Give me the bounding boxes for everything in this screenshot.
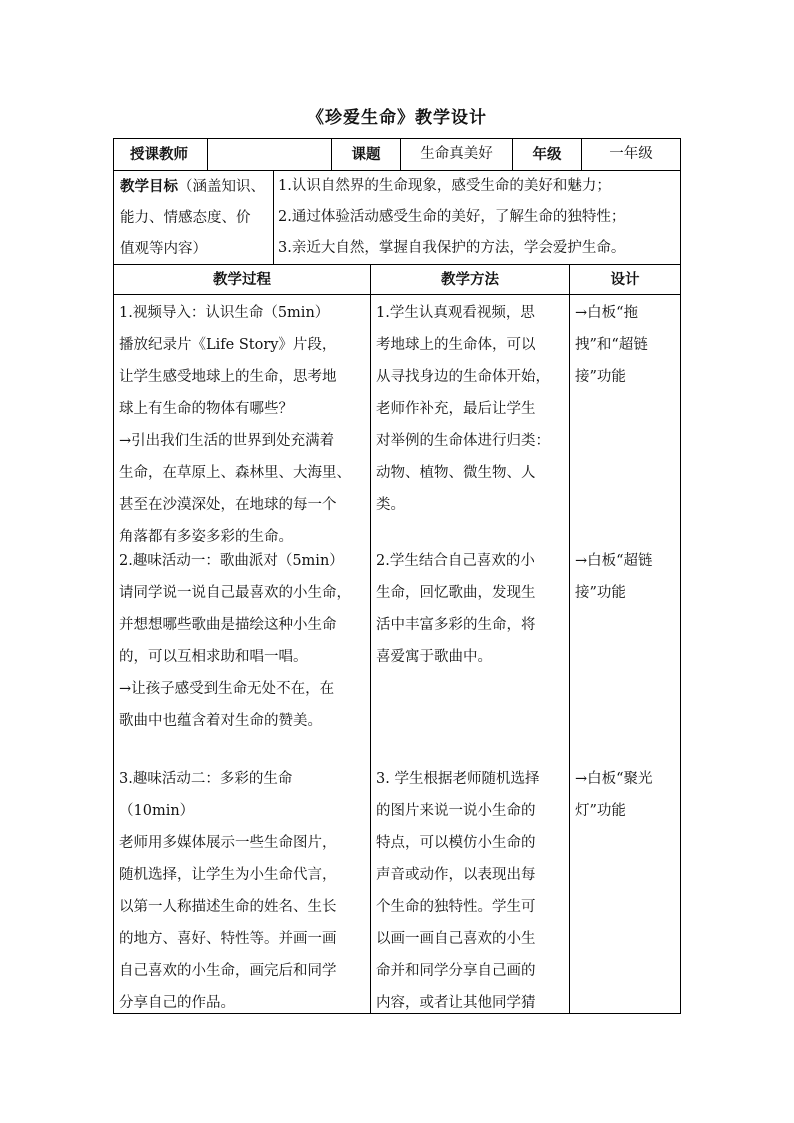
text-line: 1.视频导入：认识生命（5min） — [119, 305, 330, 321]
text-line: 从寻找身边的生命体开始， — [376, 369, 550, 385]
method-step — [376, 545, 568, 673]
objectives-list — [278, 171, 678, 264]
topic-value: 生命真美好 — [420, 146, 493, 162]
text-line: 类。 — [376, 497, 405, 513]
text-line: 分享自己的作品。 — [119, 995, 235, 1011]
text-line: 接”功能 — [575, 585, 626, 601]
text-line: 让学生感受地球上的生命，思考地 — [119, 369, 337, 385]
text-line: 声音或动作，以表现出每 — [376, 867, 536, 883]
text-line: 以第一人称描述生命的姓名、生长 — [119, 899, 337, 915]
objectives-label — [120, 171, 272, 265]
text-line: 播放纪录片《Life Story》片段， — [119, 337, 337, 353]
text-line: 自己喜欢的小生命，画完后和同学 — [119, 963, 337, 979]
objectives-label-bold: 教学目标 — [120, 178, 178, 195]
process-step — [119, 763, 369, 1019]
design-note — [575, 545, 679, 609]
text-line: 1.学生认真观看视频，思 — [376, 305, 535, 321]
process-step — [119, 297, 369, 553]
text-line: →白板“聚光 — [575, 771, 653, 787]
text-line: （10min） — [119, 803, 195, 819]
grade-value: 一年级 — [609, 146, 653, 162]
text-line: 随机选择，让学生为小生命代言， — [119, 867, 337, 883]
text-line: 活中丰富多彩的生命，将 — [376, 617, 536, 633]
grade-label: 年级 — [532, 146, 562, 163]
row-divider — [114, 294, 680, 295]
text-line: →白板“拖 — [575, 305, 639, 321]
col-divider — [273, 170, 274, 264]
text-line: 个生命的独特性。学生可 — [376, 899, 536, 915]
text-line: 请同学说一说自己最喜欢的小生命， — [119, 585, 351, 601]
text-line: 3.趣味活动二：多彩的生命 — [119, 771, 293, 787]
design-note — [575, 297, 679, 393]
topic-label: 课题 — [351, 146, 381, 163]
text-line: 甚至在沙漠深处，在地球的每一个 — [119, 497, 337, 513]
design-note — [575, 763, 679, 827]
objective-item: 3.亲近大自然，掌握自我保护的方法，学会爱护生命。 — [278, 240, 626, 256]
text-line: 接”功能 — [575, 369, 626, 385]
text-line: 的地方、喜好、特性等。并画一画 — [119, 931, 337, 947]
text-line: 3. 学生根据老师随机选择 — [376, 771, 540, 787]
column-header-method: 教学方法 — [441, 271, 499, 288]
text-line: 考地球上的生命体，可以 — [376, 337, 536, 353]
text-line: 动物、植物、微生物、人 — [376, 465, 536, 481]
text-line: 特点，可以模仿小生命的 — [376, 835, 536, 851]
text-line: 喜爱寓于歌曲中。 — [376, 649, 492, 665]
objectives-label-note: （涵盖知识、 — [178, 179, 265, 195]
text-line: 老师作补充，最后让学生 — [376, 401, 536, 417]
text-line: 老师用多媒体展示一些生命图片， — [119, 835, 337, 851]
text-line: →引出我们生活的世界到处充满着 — [119, 433, 335, 449]
text-line: 2.趣味活动一：歌曲派对（5min） — [119, 553, 344, 569]
text-line: 2.学生结合自己喜欢的小 — [376, 553, 535, 569]
lesson-plan-table — [113, 138, 681, 1014]
text-line: 灯”功能 — [575, 803, 626, 819]
col-divider — [207, 139, 208, 170]
process-step — [119, 545, 369, 737]
text-line: →让孩子感受到生命无处不在，在 — [119, 681, 335, 697]
text-line — [120, 171, 272, 203]
col-divider — [569, 264, 570, 1014]
text-line: 歌曲中也蕴含着对生命的赞美。 — [119, 713, 322, 729]
column-header-process: 教学过程 — [213, 271, 271, 288]
objective-item: 1.认识自然界的生命现象，感受生命的美好和魅力； — [278, 178, 611, 194]
text-line: 对举例的生命体进行归类： — [376, 433, 550, 449]
method-step — [376, 297, 568, 521]
method-step — [376, 763, 568, 1019]
objective-item: 2.通过体验活动感受生命的美好，了解生命的独特性； — [278, 209, 626, 225]
text-line: 命并和同学分享自己画的 — [376, 963, 536, 979]
teacher-label: 授课教师 — [130, 146, 188, 163]
page-title: 《珍爱生命》教学设计 — [307, 108, 487, 128]
text-line: 内容，或者让其他同学猜 — [376, 995, 536, 1011]
column-header-design: 设计 — [610, 271, 640, 288]
text-line: →白板“超链 — [575, 553, 653, 569]
text-line: 拽”和“超链 — [575, 337, 648, 353]
text-line: 并想想哪些歌曲是描绘这种小生命 — [119, 617, 337, 633]
text-line: 角落都有多姿多彩的生命。 — [119, 529, 293, 545]
objectives-label-note: 值观等内容） — [120, 241, 207, 257]
text-line: 生命，回忆歌曲，发现生 — [376, 585, 536, 601]
text-line: 的，可以互相求助和唱一唱。 — [119, 649, 308, 665]
text-line: 生命，在草原上、森林里、大海里、 — [119, 465, 351, 481]
text-line: 以画一画自己喜欢的小生 — [376, 931, 536, 947]
objectives-label-note: 能力、情感态度、价 — [120, 210, 251, 226]
text-line: 球上有生命的物体有哪些？ — [119, 401, 293, 417]
col-divider — [370, 264, 371, 1014]
text-line: 的图片来说一说小生命的 — [376, 803, 536, 819]
